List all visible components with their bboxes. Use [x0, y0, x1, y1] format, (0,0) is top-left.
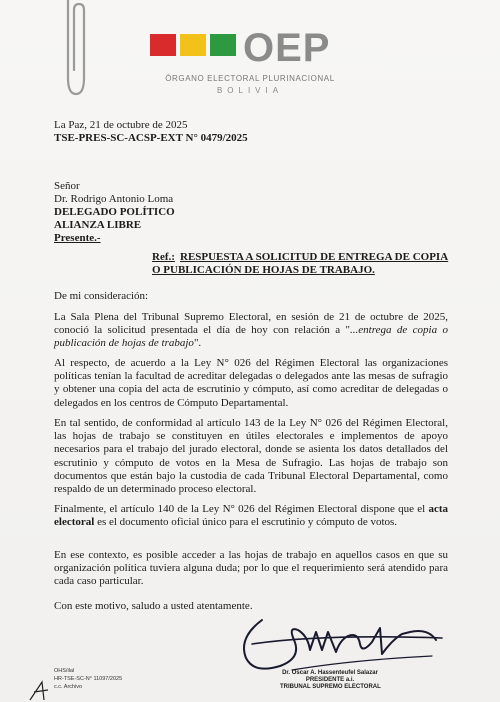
paragraph-4-text: Finalmente, el artículo 140 de la Ley N° 026 del Régimen Electoral dispone que el [54, 503, 429, 515]
paragraph-1-end: ". [193, 337, 202, 350]
logo-red-square [150, 34, 176, 56]
place-date: La Paz, 21 de octubre de 2025 [54, 119, 188, 131]
paragraph-1-text: La Sala Plena del Tribunal Supremo Electoral, en sesión de 21 de octubre de 2025, conoció la solicitud presentada el día de hoy con relación a " [54, 311, 448, 337]
footer-initials: OHS/ilal [54, 668, 75, 674]
paragraph-4-end: es el documento oficial único para el escrutinio y cómputo de votos. [94, 516, 398, 529]
logo-org-name: ÓRGANO ELECTORAL PLURINACIONAL [165, 74, 335, 83]
paragraph-2: Al respecto, de acuerdo a la Ley N° 026 del Régimen Electoral las organizaciones políticas tenían la facultad de acreditar delegadas o delegados ante las mesas de sufragio y obtener una copia del acta de escrutinio y cómputo, así como acreditar de delegadas o delegados en los centros de Cómputo Departamental. [54, 357, 448, 409]
signer-title: PRESIDENTE a.i. [305, 677, 355, 683]
logo-country: BOLIVIA [216, 86, 284, 95]
paragraph-4 [54, 503, 448, 529]
oep-logo [150, 28, 350, 100]
paper-clip-icon [58, 0, 92, 100]
footer-cc: c.c. Archivo [54, 684, 83, 690]
footer-hr: HR-TSE-SC-N° 11097/2025 [54, 676, 123, 682]
recipient-position: DELEGADO POLÍTICO [54, 206, 175, 218]
paragraph-3: En tal sentido, de conformidad al artículo 143 de la Ley N° 026 del Régimen Electoral, las hojas de trabajo se constituyen en útiles electorales e implementos de apoyo necesarios para el trabajo del jurado electoral, donde se asienta los datos detallados del escrutinio y cómputo de votos en la Mesa de Sufragio. Las hojas de trabajo son documentos que están bajo la custodia de cada Tribunal Electoral Departamental, como respaldo de un determinado proceso electoral. [54, 417, 448, 496]
subject-label: Ref.: [152, 251, 175, 263]
closing: Con este motivo, saludo a usted atentamente. [54, 600, 253, 612]
reference-code: TSE-PRES-SC-ACSP-EXT N° 0479/2025 [54, 132, 248, 144]
recipient-present: Presente.- [54, 232, 101, 244]
paragraph-1-quote: ...entrega de copia o publicación de hojas de trabajo [54, 324, 448, 350]
signature-block [280, 670, 380, 691]
paragraph-1 [54, 311, 448, 351]
logo-yellow-square [180, 34, 206, 56]
logo-green-square [210, 34, 236, 56]
recipient-organization: ALIANZA LIBRE [54, 219, 142, 231]
corner-mark-icon [28, 676, 52, 702]
salutation: Señor [54, 180, 80, 192]
paragraph-5: En ese contexto, es posible acceder a las hojas de trabajo en aquellos casos en que su organización política tuviera alguna duda; por lo que el requerimiento será atendido para cada caso particular. [54, 549, 448, 588]
signer-name: Dr. Oscar A. Hassenteufel Salazar [282, 670, 378, 676]
recipient-name: Dr. Rodrigo Antonio Loma [54, 193, 174, 205]
subject-line-1: RESPUESTA A SOLICITUD DE ENTREGA DE COPIA [180, 251, 449, 263]
logo-acronym: OEP [243, 26, 331, 70]
subject-line-2: O PUBLICACIÓN DE HOJAS DE TRABAJO. [152, 264, 375, 276]
greeting: De mi consideración: [54, 290, 149, 302]
signer-institution: TRIBUNAL SUPREMO ELECTORAL [280, 684, 381, 690]
paragraph-4-bold: acta electoral [54, 503, 448, 529]
